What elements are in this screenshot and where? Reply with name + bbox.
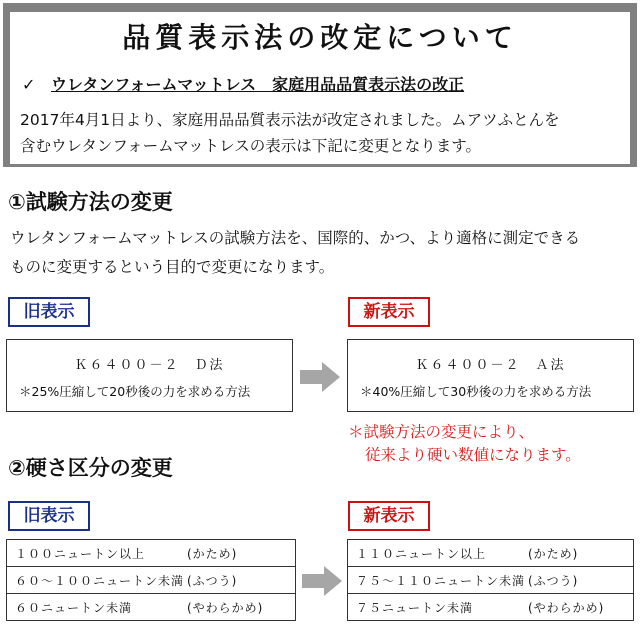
check-icon: ✓ (22, 75, 36, 94)
section2-old-label: 旧表示 (8, 501, 90, 531)
header-frame (3, 3, 637, 167)
table-row (348, 594, 634, 621)
section1-desc-line-2: ものに変更するという目的で変更になります。 (10, 258, 335, 276)
old-method-name: Ｋ６４００－２ Ｄ法 (74, 358, 225, 373)
table-cell (348, 594, 634, 621)
new-method-box (347, 339, 634, 412)
table-cell (7, 540, 296, 567)
table-row (348, 567, 634, 594)
table-row (7, 594, 296, 621)
table-row (348, 540, 634, 567)
new-method-desc: ＊40%圧縮して30秒後の力を求める方法 (360, 384, 592, 399)
intro-line-2: 含むウレタンフォームマットレスの表示は下記に変更となります。 (20, 137, 481, 155)
grade-text: (やわらかめ) (528, 600, 605, 615)
range-text: １１０ニュートン以上 (356, 546, 487, 561)
new-method-name: Ｋ６４００－２ Ａ法 (415, 358, 566, 373)
section1-title: ①試験方法の変更 (8, 190, 173, 214)
right-arrow-icon (300, 362, 340, 392)
section1-note (348, 421, 581, 467)
intro-text (20, 107, 625, 159)
grade-text: (かため) (187, 546, 238, 561)
subtitle-text: ウレタンフォームマットレス 家庭用品品質表示法の改正 (50, 75, 465, 94)
section1-old-label: 旧表示 (8, 297, 90, 327)
section2-new-label: 新表示 (348, 501, 430, 531)
table-cell (7, 567, 296, 594)
range-text: ６０ニュートン未満 (15, 600, 133, 615)
grade-text: (やわらかめ) (187, 600, 264, 615)
grade-text: (ふつう) (528, 573, 579, 588)
range-text: ７５～１１０ニュートン未満 (356, 573, 526, 588)
note-line-2: 従来より硬い数値になります。 (365, 446, 581, 464)
table-cell (348, 567, 634, 594)
grade-text: (かため) (528, 546, 579, 561)
header-panel (10, 12, 630, 164)
new-hardness-table (347, 539, 634, 621)
subtitle (22, 72, 464, 95)
section2-title: ②硬さ区分の変更 (8, 456, 173, 480)
table-row (7, 567, 296, 594)
old-method-box (6, 339, 293, 412)
old-method-desc: ＊25%圧縮して20秒後の力を求める方法 (19, 384, 251, 399)
section1-desc-line-1: ウレタンフォームマットレスの試験方法を、国際的、かつ、より適格に測定できる (10, 229, 581, 247)
section1-description (10, 224, 630, 282)
note-line-1: ＊試験方法の変更により、 (348, 423, 535, 441)
table-cell (7, 594, 296, 621)
right-arrow-icon (302, 566, 342, 596)
table-row (7, 540, 296, 567)
grade-text: (ふつう) (187, 573, 238, 588)
page-title: 品質表示法の改定について (122, 21, 518, 54)
intro-line-1: 2017年4月1日より、家庭用品品質表示法が改定されました。ムアツふとんを (20, 111, 560, 129)
range-text: １００ニュートン以上 (15, 546, 146, 561)
old-hardness-table (6, 539, 296, 621)
range-text: ６０～１００ニュートン未満 (15, 573, 185, 588)
range-text: ７５ニュートン未満 (356, 600, 474, 615)
section1-new-label: 新表示 (348, 297, 430, 327)
table-cell (348, 540, 634, 567)
